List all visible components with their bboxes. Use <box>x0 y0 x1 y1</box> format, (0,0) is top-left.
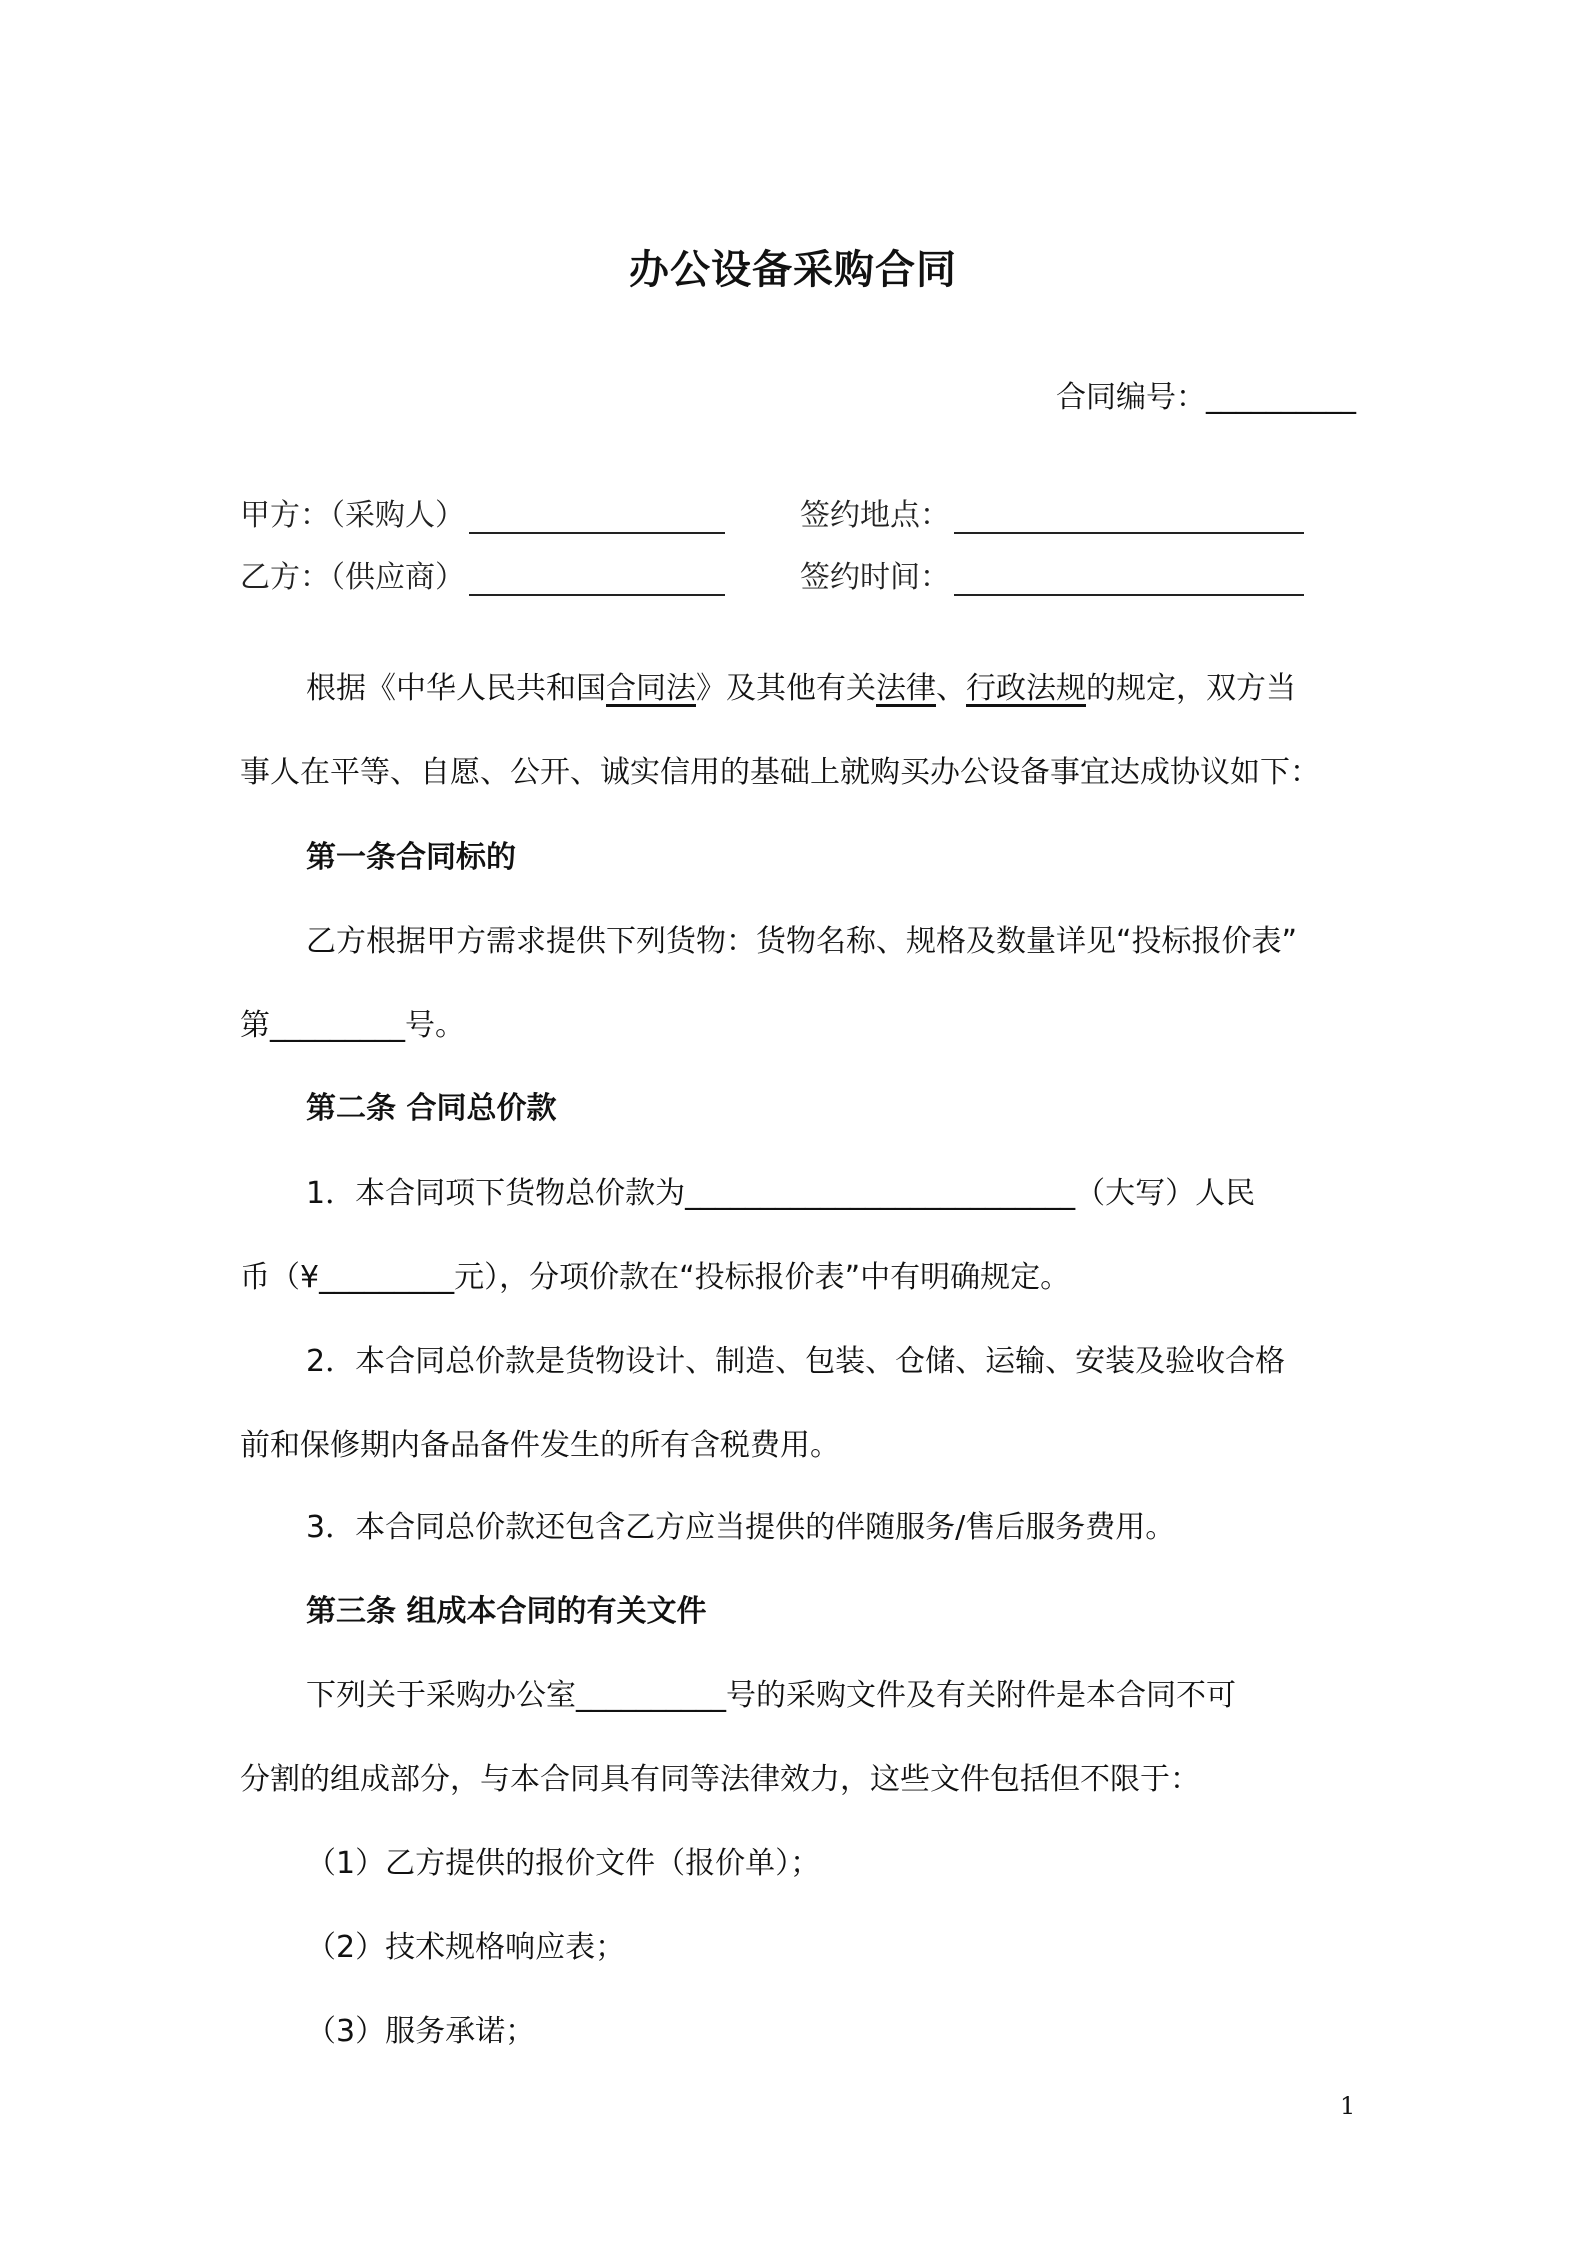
article-2-item-2-line-1: 2．本合同总价款是货物设计、制造、包装、仓储、运输、安装及验收合格 <box>306 1344 1286 1379</box>
intro-text: 》及其他有关 <box>696 671 876 706</box>
article-2-item-1-line-1: 1．本合同项下货物总价款为__________________________（大写）人民 <box>306 1176 1256 1211</box>
sign-place-row <box>800 490 1304 534</box>
article-3-line-2: 分割的组成部分，与本合同具有同等法律效力，这些文件包括但不限于： <box>240 1762 1200 1797</box>
page-number: 1 <box>1340 2092 1356 2120</box>
intro-link-admin-regulation: 行政法规 <box>966 671 1086 706</box>
intro-line-2: 事人在平等、自愿、公开、诚实信用的基础上就购买办公设备事宜达成协议如下： <box>240 755 1320 790</box>
intro-link-contract-law: 合同法 <box>606 671 696 706</box>
sign-place-label: 签约地点： <box>800 498 950 533</box>
contract-number-blank: __________ <box>1206 380 1356 415</box>
article-3-list-item: （3）服务承诺； <box>306 2014 536 2049</box>
article-1-line-1: 乙方根据甲方需求提供下列货物：货物名称、规格及数量详见“投标报价表” <box>306 924 1298 959</box>
article-3-line-1: 下列关于采购办公室__________号的采购文件及有关附件是本合同不可 <box>306 1678 1236 1713</box>
intro-link-law: 法律 <box>876 671 936 706</box>
party-a-row <box>240 490 725 534</box>
article-2-item-2-line-2: 前和保修期内备品备件发生的所有含税费用。 <box>240 1428 840 1463</box>
contract-number <box>1056 372 1356 416</box>
article-3-list-item: （1）乙方提供的报价文件（报价单）； <box>306 1846 821 1881</box>
article-2-item-3: 3．本合同总价款还包含乙方应当提供的伴随服务/售后服务费用。 <box>306 1510 1176 1545</box>
sign-place-blank <box>954 504 1304 534</box>
sign-time-row <box>800 552 1304 596</box>
party-b-row <box>240 552 725 596</box>
intro-line-1 <box>306 663 1296 707</box>
intro-text: 根据《中华人民共和国 <box>306 671 606 706</box>
sign-time-label: 签约时间： <box>800 560 950 595</box>
article-3-list-item: （2）技术规格响应表； <box>306 1930 626 1965</box>
party-a-blank <box>469 504 725 534</box>
article-2-heading: 第二条 合同总价款 <box>306 1091 557 1126</box>
article-1-heading: 第一条合同标的 <box>306 840 516 875</box>
article-1-line-2: 第_________号。 <box>240 1008 465 1043</box>
contract-number-label: 合同编号： <box>1056 380 1206 415</box>
party-a-label: 甲方：（采购人） <box>240 498 465 533</box>
sign-time-blank <box>954 566 1304 596</box>
intro-text: 的规定，双方当 <box>1086 671 1296 706</box>
party-b-label: 乙方：（供应商） <box>240 560 465 595</box>
document-title: 办公设备采购合同 <box>629 247 957 293</box>
article-3-heading: 第三条 组成本合同的有关文件 <box>306 1594 707 1629</box>
intro-text: 、 <box>936 671 966 706</box>
party-b-blank <box>469 566 725 596</box>
article-2-item-1-line-2: 币（¥_________元），分项价款在“投标报价表”中有明确规定。 <box>240 1260 1071 1295</box>
